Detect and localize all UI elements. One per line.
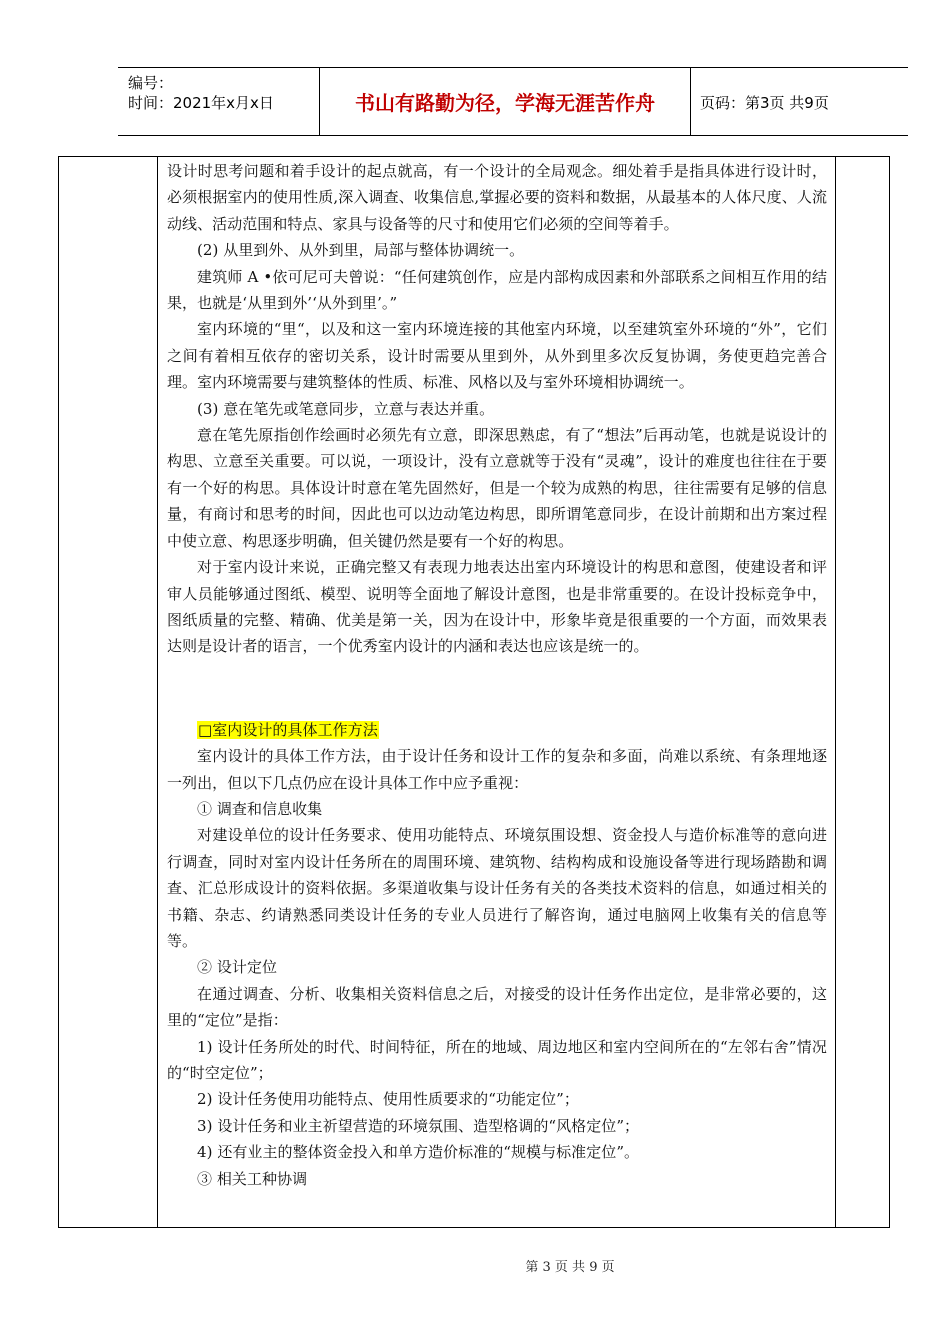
time-label: 时间：2021年x月x日 [128,94,274,112]
paragraph: 建筑师 A •依可尼可夫曾说：“任何建筑创作，应是内部构成因素和外部联系之间相互作用的结果，也就是‘从里到外’‘从外到里’。” [167,267,827,313]
column-divider [157,157,158,1227]
section-heading [167,717,827,743]
paragraph: 设计时思考问题和着手设计的起点就高，有一个设计的全局观念。细处着手是指具体进行设计时，必须根据室内的使用性质,深入调查、收集信息,掌握必要的资料和数据，从最基本的人体尺度、人流动线、活动范围和特点、家具与设备等的尺寸和使用它们必须的空间等着手。 [167,162,827,233]
page-footer [0,1256,950,1275]
list-item: 1) 设计任务所处的时代、时间特征，所在的地域、周边地区和室内空间所在的“左邻右舍”情况的“时空定位”； [167,1037,827,1082]
header-divider [690,68,691,135]
paragraph: 对建设单位的设计任务要求、使用功能特点、环境氛围设想、资金投人与造价标准等的意向进行调查，同时对室内设计任务所在的周围环境、建筑物、结构构成和设施设备等进行现场踏勘和调查、汇总形成设计的资料依据。多渠道收集与设计任务有关的各类技术资料的信息，如通过相关的书籍、杂志、约请熟悉同类设计任务的专业人员进行了解咨询，通过电脑网上收集有关的信息等等。 [167,826,827,950]
paragraph: 对于室内设计来说，正确完整又有表现力地表达出室内环境设计的构思和意图，使建设者和评审人员能够通过图纸、模型、说明等全面地了解设计意图，也是非常重要的。在设计投标竞争中，图纸质量的完整、精确、优美是第一关，因为在设计中，形象毕竟是很重要的一个方面，而效果表达则是设计者的语言，一个优秀室内设计的内涵和表达也应该是统一的。 [167,558,827,656]
list-item: 3) 设计任务和业主祈望营造的环境氛围、造型格调的“风格定位”； [197,1116,640,1135]
paragraph: (3) 意在笔先或笔意同步，立意与表达并重。 [197,399,495,418]
header-motto: 书山有路勤为径，学海无涯苦作舟 [355,91,655,115]
list-item: 2) 设计任务使用功能特点、使用性质要求的“功能定位”； [197,1090,579,1109]
subheading: ② 设计定位 [197,958,278,977]
subheading: ① 调查和信息收集 [197,799,323,818]
subheading: ③ 相关工种协调 [197,1169,308,1188]
paragraph: 在通过调查、分析、收集相关资料信息之后，对接受的设计任务作出定位，是非常必要的，这里的“定位”是指： [167,984,827,1030]
spacer [167,660,827,717]
paragraph: (2) 从里到外、从外到里，局部与整体协调统一。 [197,241,525,260]
document-header [118,67,908,136]
list-item: 4) 还有业主的整体资金投入和单方造价标准的“规模与标准定位”。 [197,1143,640,1162]
paragraph: 室内环境的“里“，以及和这一室内环境连接的其他室内环境，以至建筑室外环境的“外”，它们之间有着相互依存的密切关系，设计时需要从里到外，从外到里多次反复协调，务使更趋完善合理。室内环境需要与建筑整体的性质、标准、风格以及与室外环境相协调统一。 [167,320,827,392]
section-heading-text: □室内设计的具体工作方法 [198,720,378,739]
paragraph: 意在笔先原指创作绘画时必须先有立意，即深思熟虑，有了“想法”后再动笔，也就是说设计的构思、立意至关重要。可以说，一项设计，没有立意就等于没有“灵魂”，设计的难度也往往在于要有一个好的构思。具体设计时意在笔先固然好，但是一个较为成熟的构思，往往需要有足够的信息量，有商讨和思考的时间，因此也可以边动笔边构思，即所谓笔意同步，在设计前期和出方案过程中使立意、构思逐步明确，但关键仍然是要有一个好的构思。 [167,426,827,550]
paragraph: 室内设计的具体工作方法，由于设计任务和设计工作的复杂和多面，尚难以系统、有条理地逐一列出，但以下几点仍应在设计具体工作中应予重视： [167,747,827,792]
main-content [167,158,827,1192]
number-label: 编号： [128,74,174,92]
header-page-label: 页码：第3页 共9页 [700,94,829,112]
column-divider [835,157,836,1227]
footer-page-number: 第 3 页 共 9 页 [525,1260,615,1275]
header-info-cell [118,68,319,135]
